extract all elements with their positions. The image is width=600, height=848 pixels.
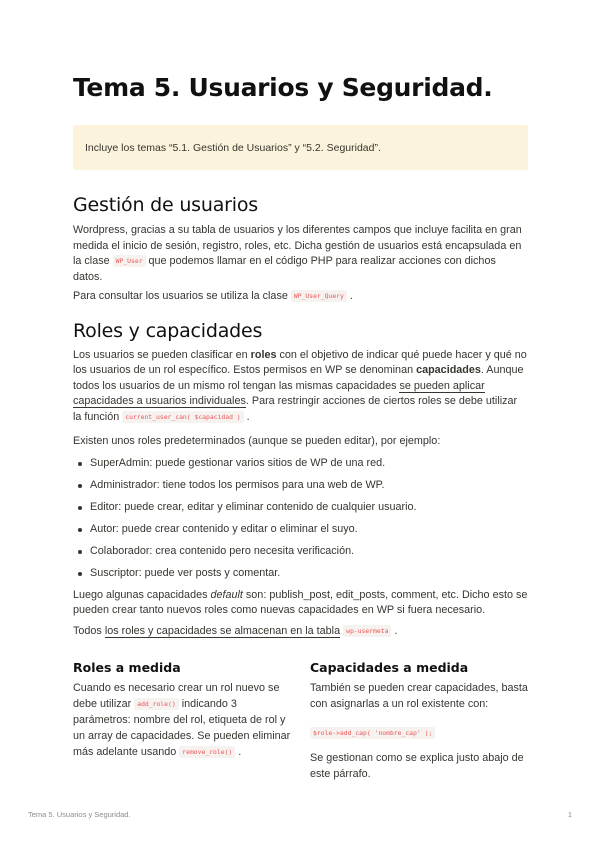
list-item: Colaborador: crea contenido pero necesita verificación. xyxy=(73,544,528,560)
text: indicando 3 parámetros: nombre del rol, etiqueta de rol y un array de capacidades. Se pueden eliminar más adelante usando xyxy=(73,698,291,758)
footer-title: Tema 5. Usuarios y Seguridad. xyxy=(28,810,131,819)
roles-a-medida-paragraph xyxy=(73,680,291,760)
roles-paragraph-1 xyxy=(73,348,528,426)
inline-code-add-role: add_role() xyxy=(134,698,178,710)
bold-text: roles xyxy=(250,348,277,361)
text: . xyxy=(235,746,242,758)
text: Todos xyxy=(73,624,105,637)
roles-list xyxy=(73,456,528,582)
list-item: Administrador: tiene todos los permisos para una web de WP. xyxy=(73,478,528,494)
text: . xyxy=(346,290,353,302)
bold-text: capacidades xyxy=(416,364,481,376)
inline-code-wp-user-query: WP_User_Query xyxy=(291,290,347,302)
roles-paragraph-4 xyxy=(73,624,528,640)
roles-paragraph-3 xyxy=(73,588,528,619)
heading-roles-a-medida: Roles a medida xyxy=(73,660,181,675)
callout-box xyxy=(73,125,528,170)
italic-text: default xyxy=(210,588,243,601)
heading-roles: Roles y capacidades xyxy=(73,319,263,342)
text: Los usuarios se pueden clasificar en xyxy=(73,348,251,361)
inline-code-add-cap: $role->add_cap( 'nombre_cap' ); xyxy=(310,727,435,739)
inline-code-remove-role: remove_role() xyxy=(179,746,235,758)
list-item: SuperAdmin: puede gestionar varios sitios de WP de una red. xyxy=(73,456,528,472)
capacidades-paragraph-2: Se gestionan como se explica justo abajo de este párrafo. xyxy=(310,752,524,780)
text: que podemos llamar en el código PHP para realizar acciones con dichos datos. xyxy=(73,255,496,283)
text: son: publish_post, edit_posts, comment, etc. Dicho esto se pueden crear tanto nuevos roles como nuevas capacidades en WP si fuera necesario. xyxy=(73,588,528,616)
capacidades-paragraph-1: También se pueden crear capacidades, basta con asignarlas a un rol existente con: xyxy=(310,682,528,710)
two-column-section xyxy=(73,659,528,782)
text: . Para restringir acciones de ciertos roles se debe utilizar la función xyxy=(73,395,518,423)
gestion-paragraph-1 xyxy=(73,223,528,285)
gestion-paragraph-2 xyxy=(73,289,528,305)
text: con el objetivo de indicar qué puede hacer y qué no los usuarios de un rol específico. Estos permisos en WP se denominan xyxy=(73,348,527,376)
underlined-text: se pueden aplicar capacidades a usuarios individuales xyxy=(73,379,485,407)
text: . xyxy=(243,410,250,423)
roles-paragraph-2: Existen unos roles predeterminados (aunque se pueden editar), por ejemplo: xyxy=(73,435,441,447)
document-content xyxy=(73,72,528,782)
inline-code-wp-user: WP_User xyxy=(113,255,146,267)
list-item: Suscriptor: puede ver posts y comentar. xyxy=(73,566,528,582)
inline-code-current-user-can: current_user_can( $capacidad ) xyxy=(122,411,243,423)
list-item: Autor: puede crear contenido y editar o eliminar el suyo. xyxy=(73,522,528,538)
column-roles-a-medida xyxy=(73,659,291,782)
text: . xyxy=(391,624,398,637)
code-line xyxy=(310,723,528,741)
page-title: Tema 5. Usuarios y Seguridad. xyxy=(73,73,493,102)
heading-capacidades-a-medida: Capacidades a medida xyxy=(310,660,469,675)
text: Cuando es necesario crear un rol nuevo se debe utilizar xyxy=(73,682,280,710)
callout-text: Incluye los temas “5.1. Gestión de Usuarios” y “5.2. Seguridad”. xyxy=(85,141,381,154)
list-item: Editor: puede crear, editar y eliminar contenido de cualquier usuario. xyxy=(73,500,528,516)
page-number: 1 xyxy=(567,810,572,819)
column-capacidades-a-medida xyxy=(310,659,528,782)
heading-gestion: Gestión de usuarios xyxy=(73,194,258,216)
text: Para consultar los usuarios se utiliza la clase xyxy=(73,290,291,302)
text: Luego algunas capacidades xyxy=(73,588,211,601)
text: . Aunque todos los usuarios de un mismo rol tengan las mismas capacidades xyxy=(73,364,524,392)
inline-code-wp-usermeta: wp-usermeta xyxy=(343,625,391,637)
underlined-text: los roles y capacidades se almacenan en la tabla xyxy=(104,624,341,637)
text: Wordpress, gracias a su tabla de usuarios y los diferentes campos que incluye facilita en gran medida el inicio de sesión, registro, roles, etc. Dicha gestión de usuarios está encapsulada en la clase xyxy=(73,224,522,267)
